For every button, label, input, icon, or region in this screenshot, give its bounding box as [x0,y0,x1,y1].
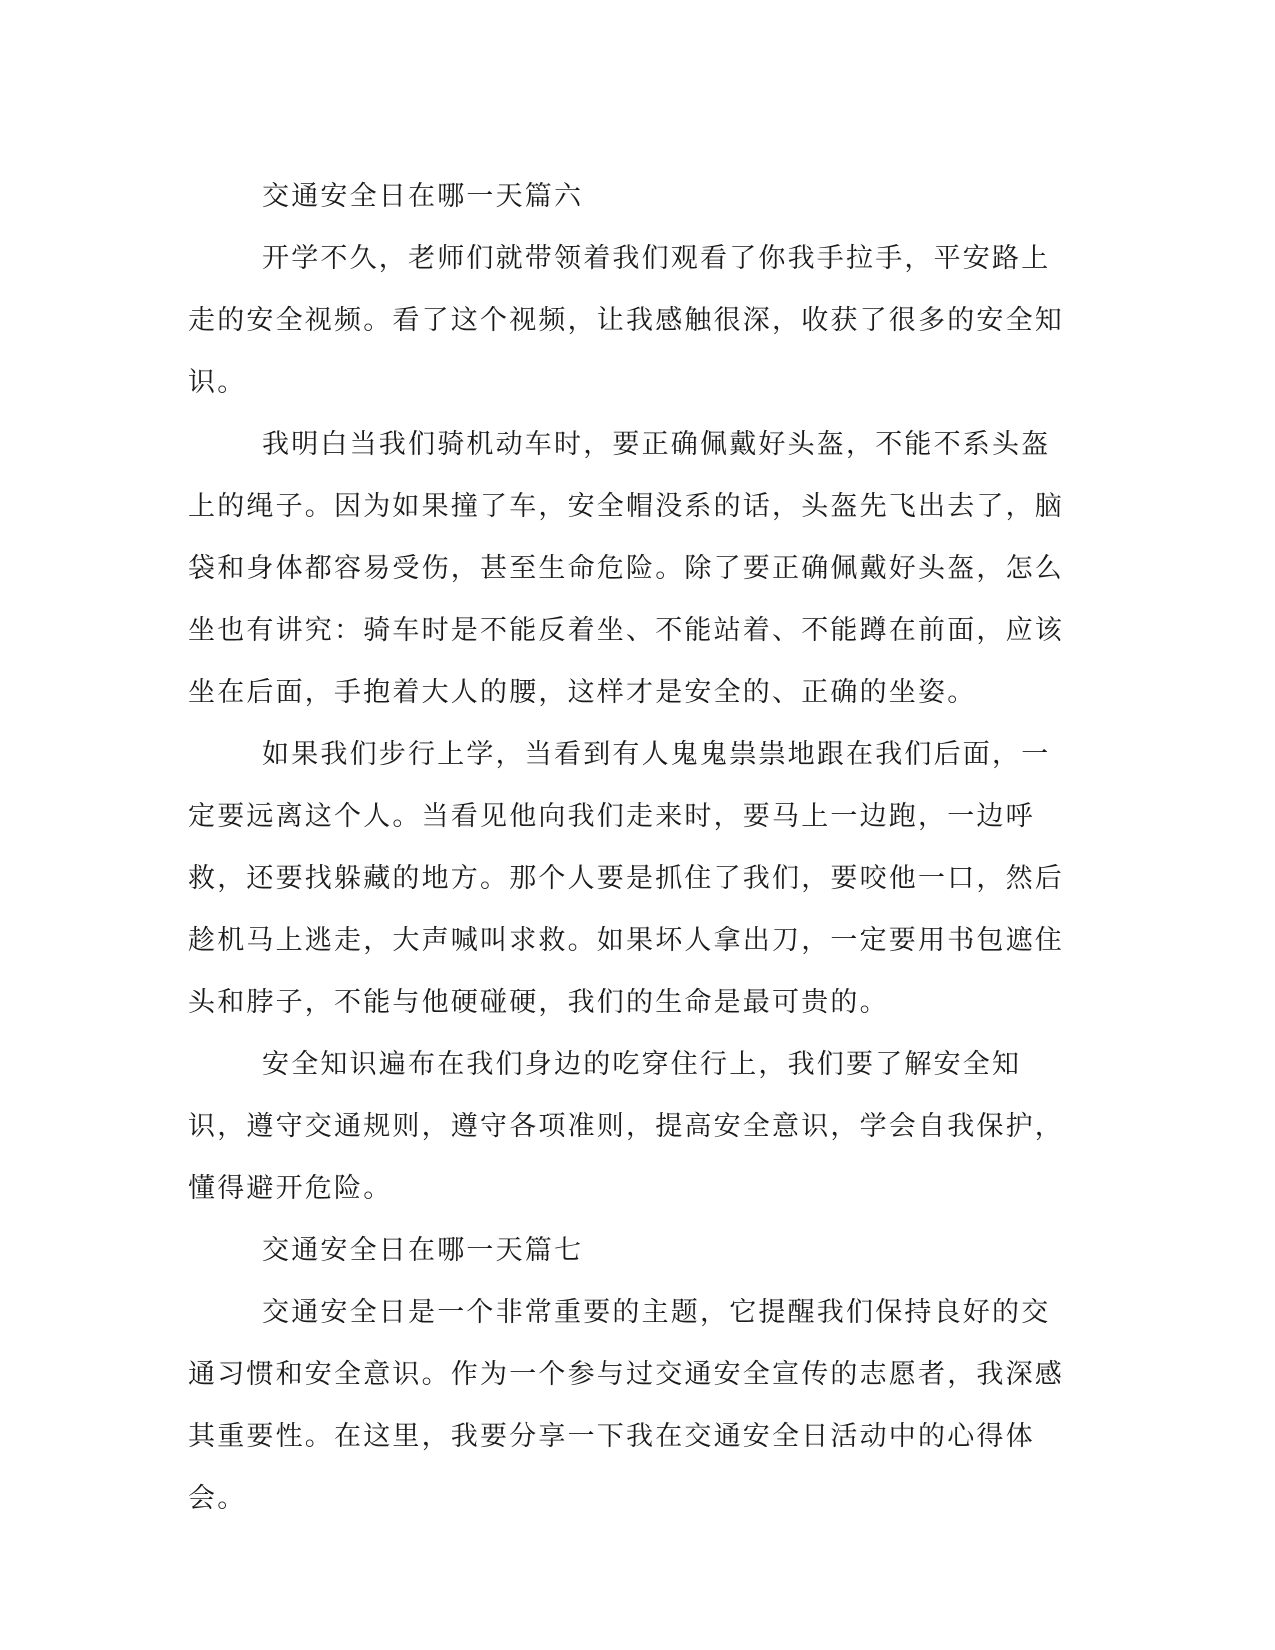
section-heading-seven: 交通安全日在哪一天篇七 [262,1235,584,1266]
section-heading-six: 交通安全日在哪一天篇六 [262,181,584,212]
paragraph-safety-knowledge: 安全知识遍布在我们身边的吃穿住行上，我们要了解安全知识，遵守交通规则，遵守各项准则，提高安全意识，学会自我保护，懂得避开危险。 [188,1049,1064,1204]
document-body [188,166,1068,1530]
paragraph-safety-video: 开学不久，老师们就带领着我们观看了你我手拉手，平安路上走的安全视频。看了这个视频，让我感触很深，收获了很多的安全知识。 [188,243,1064,398]
paragraph-walking-stranger: 如果我们步行上学，当看到有人鬼鬼祟祟地跟在我们后面，一定要远离这个人。当看见他向我们走来时，要马上一边跑，一边呼救，还要找躲藏的地方。那个人要是抓住了我们，要咬他一口，然后趁机马上逃走，大声喊叫求救。如果坏人拿出刀，一定要用书包遮住头和脖子，不能与他硬碰硬，我们的生命是最可贵的。 [188,739,1064,1018]
paragraph-helmet-riding: 我明白当我们骑机动车时，要正确佩戴好头盔，不能不系头盔上的绳子。因为如果撞了车，安全帽没系的话，头盔先飞出去了，脑袋和身体都容易受伤，甚至生命危险。除了要正确佩戴好头盔，怎么坐也有讲究：骑车时是不能反着坐、不能站着、不能蹲在前面，应该坐在后面，手抱着大人的腰，这样才是安全的、正确的坐姿。 [188,429,1064,708]
paragraph-traffic-safety-day: 交通安全日是一个非常重要的主题，它提醒我们保持良好的交通习惯和安全意识。作为一个参与过交通安全宣传的志愿者，我深感其重要性。在这里，我要分享一下我在交通安全日活动中的心得体会。 [188,1297,1064,1514]
